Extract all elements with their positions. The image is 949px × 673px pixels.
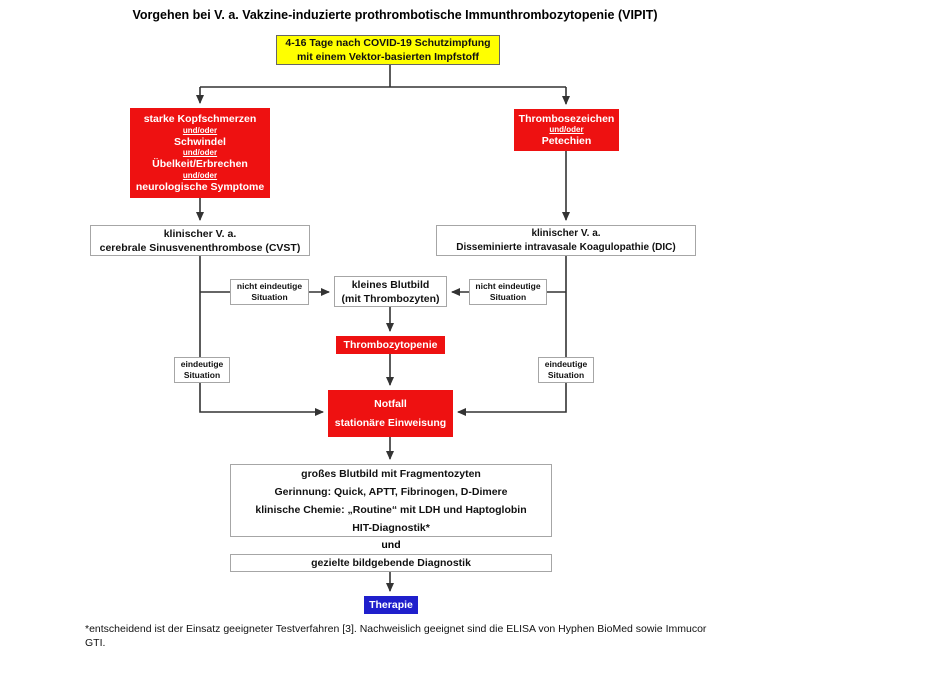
unclear-situation-right-box — [469, 279, 547, 305]
lab-line: klinische Chemie: „Routine“ mit LDH und Haptoglobin — [255, 503, 527, 516]
suspicion-line: klinischer V. a. — [163, 227, 237, 240]
thrombocytopenia-label: Thrombozytopenie — [343, 339, 438, 351]
blood-count-line: kleines Blutbild — [351, 278, 430, 291]
lab-line: Gerinnung: Quick, APTT, Fibrinogen, D-Dimere — [274, 485, 508, 498]
clear-situation-right-box — [538, 357, 594, 383]
imaging-label: gezielte bildgebende Diagnostik — [311, 557, 471, 569]
symptom-line: Thrombosezeichen — [518, 112, 615, 125]
lab-line: großes Blutbild mit Fragmentozyten — [301, 467, 481, 480]
suspicion-line: cerebrale Sinusvenenthrombose (CVST) — [99, 241, 301, 254]
symptom-line: Petechien — [541, 135, 592, 147]
symptoms-left-box — [130, 108, 270, 198]
symptom-line: starke Kopfschmerzen — [143, 113, 257, 125]
emergency-line: Notfall — [374, 398, 407, 410]
and-or-connector: und/oder — [549, 125, 584, 134]
therapy-label: Therapie — [369, 599, 413, 611]
footnote: *entscheidend ist der Einsatz geeigneter Testverfahren [3]. Nachweislich geeignet sind die ELISA von Hyphen BioMed sowie Immucor GTI. — [85, 623, 707, 649]
and-or-connector: und/oder — [182, 125, 218, 135]
unclear-line: nicht eindeutige — [236, 281, 303, 291]
start-line: mit einem Vektor-basierten Impfstoff — [296, 51, 480, 63]
clear-line: Situation — [183, 370, 221, 380]
clear-line: eindeutige — [180, 359, 224, 369]
unclear-line: nicht eindeutige — [475, 281, 541, 291]
start-line: 4-16 Tage nach COVID-19 Schutzimpfung — [285, 37, 491, 49]
unclear-line: Situation — [251, 292, 288, 302]
unclear-situation-left-box — [230, 279, 309, 305]
lab-diagnostics-box — [230, 464, 552, 537]
lab-line: HIT-Diagnostik* — [352, 521, 430, 534]
symptom-line: Übelkeit/Erbrechen — [152, 158, 248, 170]
therapy-box — [364, 596, 418, 614]
suspicion-line: Disseminierte intravasale Koagulopathie (DIC) — [456, 241, 676, 253]
start-box — [276, 35, 500, 65]
suspicion-dic-box — [436, 225, 696, 256]
blood-count-line: (mit Thrombozyten) — [341, 292, 440, 305]
clear-line: Situation — [547, 370, 585, 380]
thrombocytopenia-box — [336, 336, 445, 354]
imaging-box — [230, 554, 552, 572]
blood-count-box — [334, 276, 447, 307]
and-or-connector: und/oder — [182, 170, 218, 180]
page-title: Vorgehen bei V. a. Vakzine-induzierte prothrombotische Immunthrombozytopenie (VIPIT) — [132, 8, 658, 22]
and-connector-label: und — [381, 539, 401, 551]
suspicion-line: klinischer V. a. — [531, 227, 601, 239]
and-or-connector: und/oder — [182, 148, 218, 157]
emergency-line: stationäre Einweisung — [334, 417, 447, 429]
unclear-line: Situation — [489, 292, 527, 302]
symptoms-right-box — [514, 109, 619, 151]
symptom-line: Schwindel — [174, 135, 226, 148]
suspicion-cvst-box — [90, 225, 310, 256]
symptom-line: neurologische Symptome — [135, 180, 265, 193]
emergency-box — [328, 390, 453, 437]
clear-line: eindeutige — [544, 359, 588, 369]
clear-situation-left-box — [174, 357, 230, 383]
